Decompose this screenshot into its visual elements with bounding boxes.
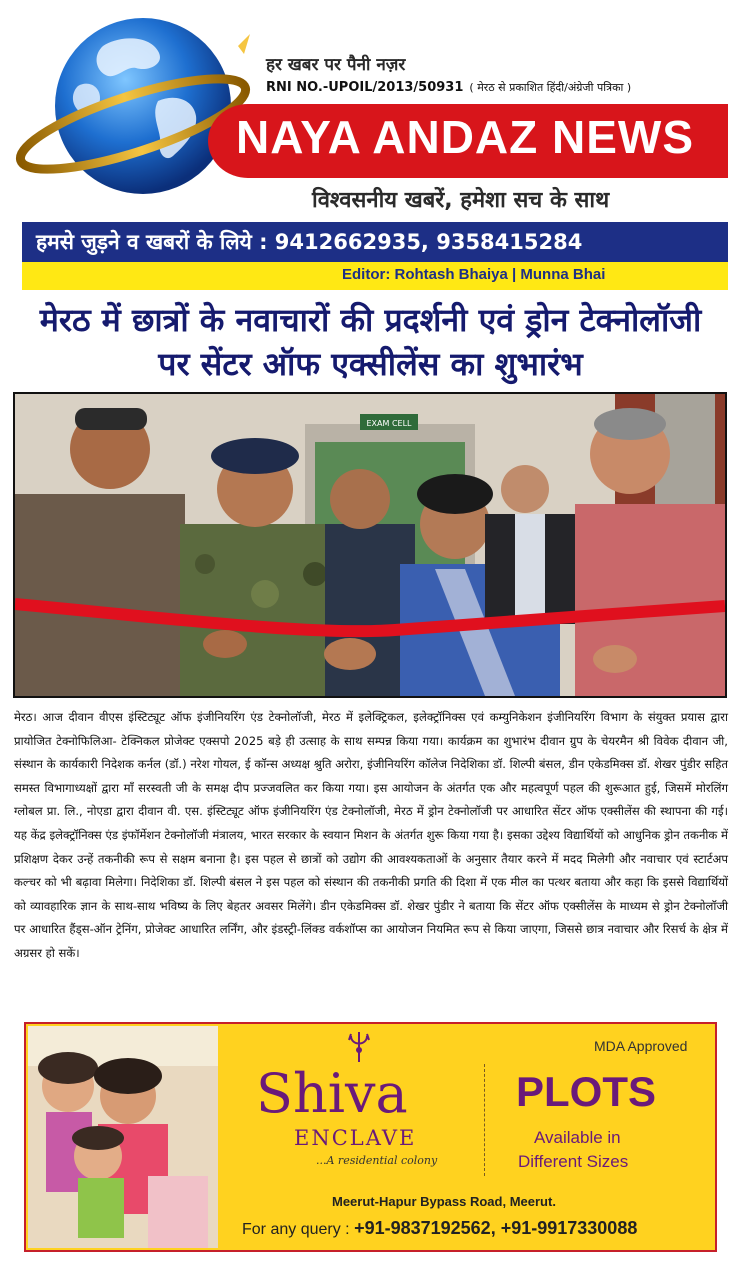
brand-slogan: विश्वसनीय खबरें, हमेशा सच के साथ: [312, 188, 610, 213]
globe-logo: [8, 6, 253, 206]
ad-divider: [484, 1064, 485, 1176]
ad-address: Meerut-Hapur Bypass Road, Meerut.: [332, 1194, 556, 1209]
masthead-tagline: हर खबर पर पैनी नज़र: [266, 55, 406, 75]
editor-credit: Editor: Rohtash Bhaiya | Munna Bhai: [342, 266, 606, 283]
news-photo: [13, 392, 727, 698]
rni-note: ( मेरठ से प्रकाशित हिंदी/अंग्रेजी पत्रिका ): [469, 81, 632, 94]
ad-enclave: ENCLAVE: [294, 1126, 417, 1150]
headline-line-2: पर सेंटर ऑफ एक्सीलेंस का शुभारंभ: [158, 345, 583, 383]
ad-phone-numbers: +91-9837192562, +91-9917330088: [354, 1218, 638, 1238]
ad-colony-tagline: ...A residential colony: [316, 1154, 438, 1167]
article-body: मेरठ। आज दीवान वीएस इंस्टिट्यूट ऑफ इंजीनियरिंग एंड टेक्नोलॉजी, मेरठ में इलेक्ट्रिकल, इलेक्ट्रॉनिक्स एवं कम्युनिकेशन इंजीनियरिंग विभाग के संयुक्त प्रयास द्वारा प्रायोजित टेक्नोफिलिआ- टेक्निकल प्रोजेक्ट एक्सपो 2025 बड़े ही उत्साह के साथ सम्पन्न किया गया। कार्यक्रम का शुभारंभ दीवान ग्रुप के चेयरमैन श्री विवेक दीवान जी, संस्थान के कार्यकारी निदेशक कर्नल (डॉ.) नरेश गोयल, ई कॉन्स अध्यक्ष श्रुति अरोरा, इंजीनियरिंग कॉलेज निदेशिका डॉ. शिल्पी बंसल, डीन एकेडमिक्स डॉ. शेखर पुंडीर सहित समस्त विभागाध्यक्षों द्वारा माँ सरस्वती जी के समक्ष दीप प्रज्जवलित कर किया गया। इस आयोजन के अंतर्गत एक और महत्वपूर्ण पहल की शुरूआत हुई, जिसमें मोरलिंग ग्लोबल प्रा. लि., नोएडा द्वारा दीवान वी. एस. इंस्टिट्यूट ऑफ इंजीनियरिंग एंड टेक्नोलॉजी, मेरठ में ड्रोन टेक्नोलॉजी पर आधारित सेंटर ऑफ एक्सीलेंस की स्थापना की गई। यह केंद्र इलेक्ट्रॉनिक्स एंड इंफॉर्मेशन टेक्नोलॉजी मंत्रालय, भारत सरकार के स्वयान मिशन के अंतर्गत शुरू किया गया है। इसका उद्देश्य विद्यार्थियों को आधुनिक ड्रोन तकनीक में प्रशिक्षण देकर उन्हें तकनीकी रूप से सक्षम बनाना है। इस पहल से छात्रों को उद्योग की आवश्यकताओं के अनुसार तैयार करने में मदद मिलेगी और नवाचार एवं स्टार्टअप कल्चर को भी बढ़ावा मिलेगा। निदेशिका डॉ. शिल्पी बंसल ने इस पहल को संस्थान की तकनीकी प्रगति की दिशा में एक मील का पत्थर बताया और कहा कि इससे विद्यार्थियों को व्यावहारिक ज्ञान के साथ-साथ भविष्य के लिए बेहतर अवसर मिलेंगे। डीन एकेडमिक्स डॉ. शेखर पुंडीर ने बताया कि सेंटर ऑफ एक्सीलेंस के माध्यम से ड्रोन टेक्नोलॉजी पर आधारित हैंड्स-ऑन ट्रेनिंग, प्रोजेक्ट आधारित लर्निंग, और इंडस्ट्री-लिंक्ड वर्कशॉप्स का आयोजन नियमित रूप से किया जाएगा, जिससे छात्र नवाचार और रिसर्च के क्षेत्र में अग्रसर हो सकें।: [14, 710, 728, 960]
ad-query-label: For any query :: [242, 1221, 350, 1238]
rni-number: [266, 80, 631, 95]
advertisement: [24, 1022, 717, 1252]
ad-availability-line-2: Different Sizes: [518, 1152, 629, 1171]
headline-line-1: मेरठ में छात्रों के नवाचारों की प्रदर्शनी एवं ड्रोन टेक्नोलॉजी: [39, 301, 702, 339]
ad-query: [242, 1218, 637, 1239]
rni-label: RNI NO.-UPOIL/2013/50931: [266, 80, 464, 95]
brand-name: NAYA ANDAZ NEWS: [236, 111, 695, 163]
exam-cell-sign: EXAM CELL: [366, 419, 412, 428]
ad-plots-title: PLOTS: [516, 1068, 657, 1115]
ad-approval: MDA Approved: [594, 1038, 688, 1054]
ad-availability-line-1: Available in: [534, 1128, 621, 1147]
ad-brand-name: Shiva: [256, 1062, 408, 1125]
family-photo: [28, 1026, 218, 1248]
contact-numbers: हमसे जुड़ने व खबरों के लिये : 9412662935, 9358415284: [36, 230, 583, 254]
